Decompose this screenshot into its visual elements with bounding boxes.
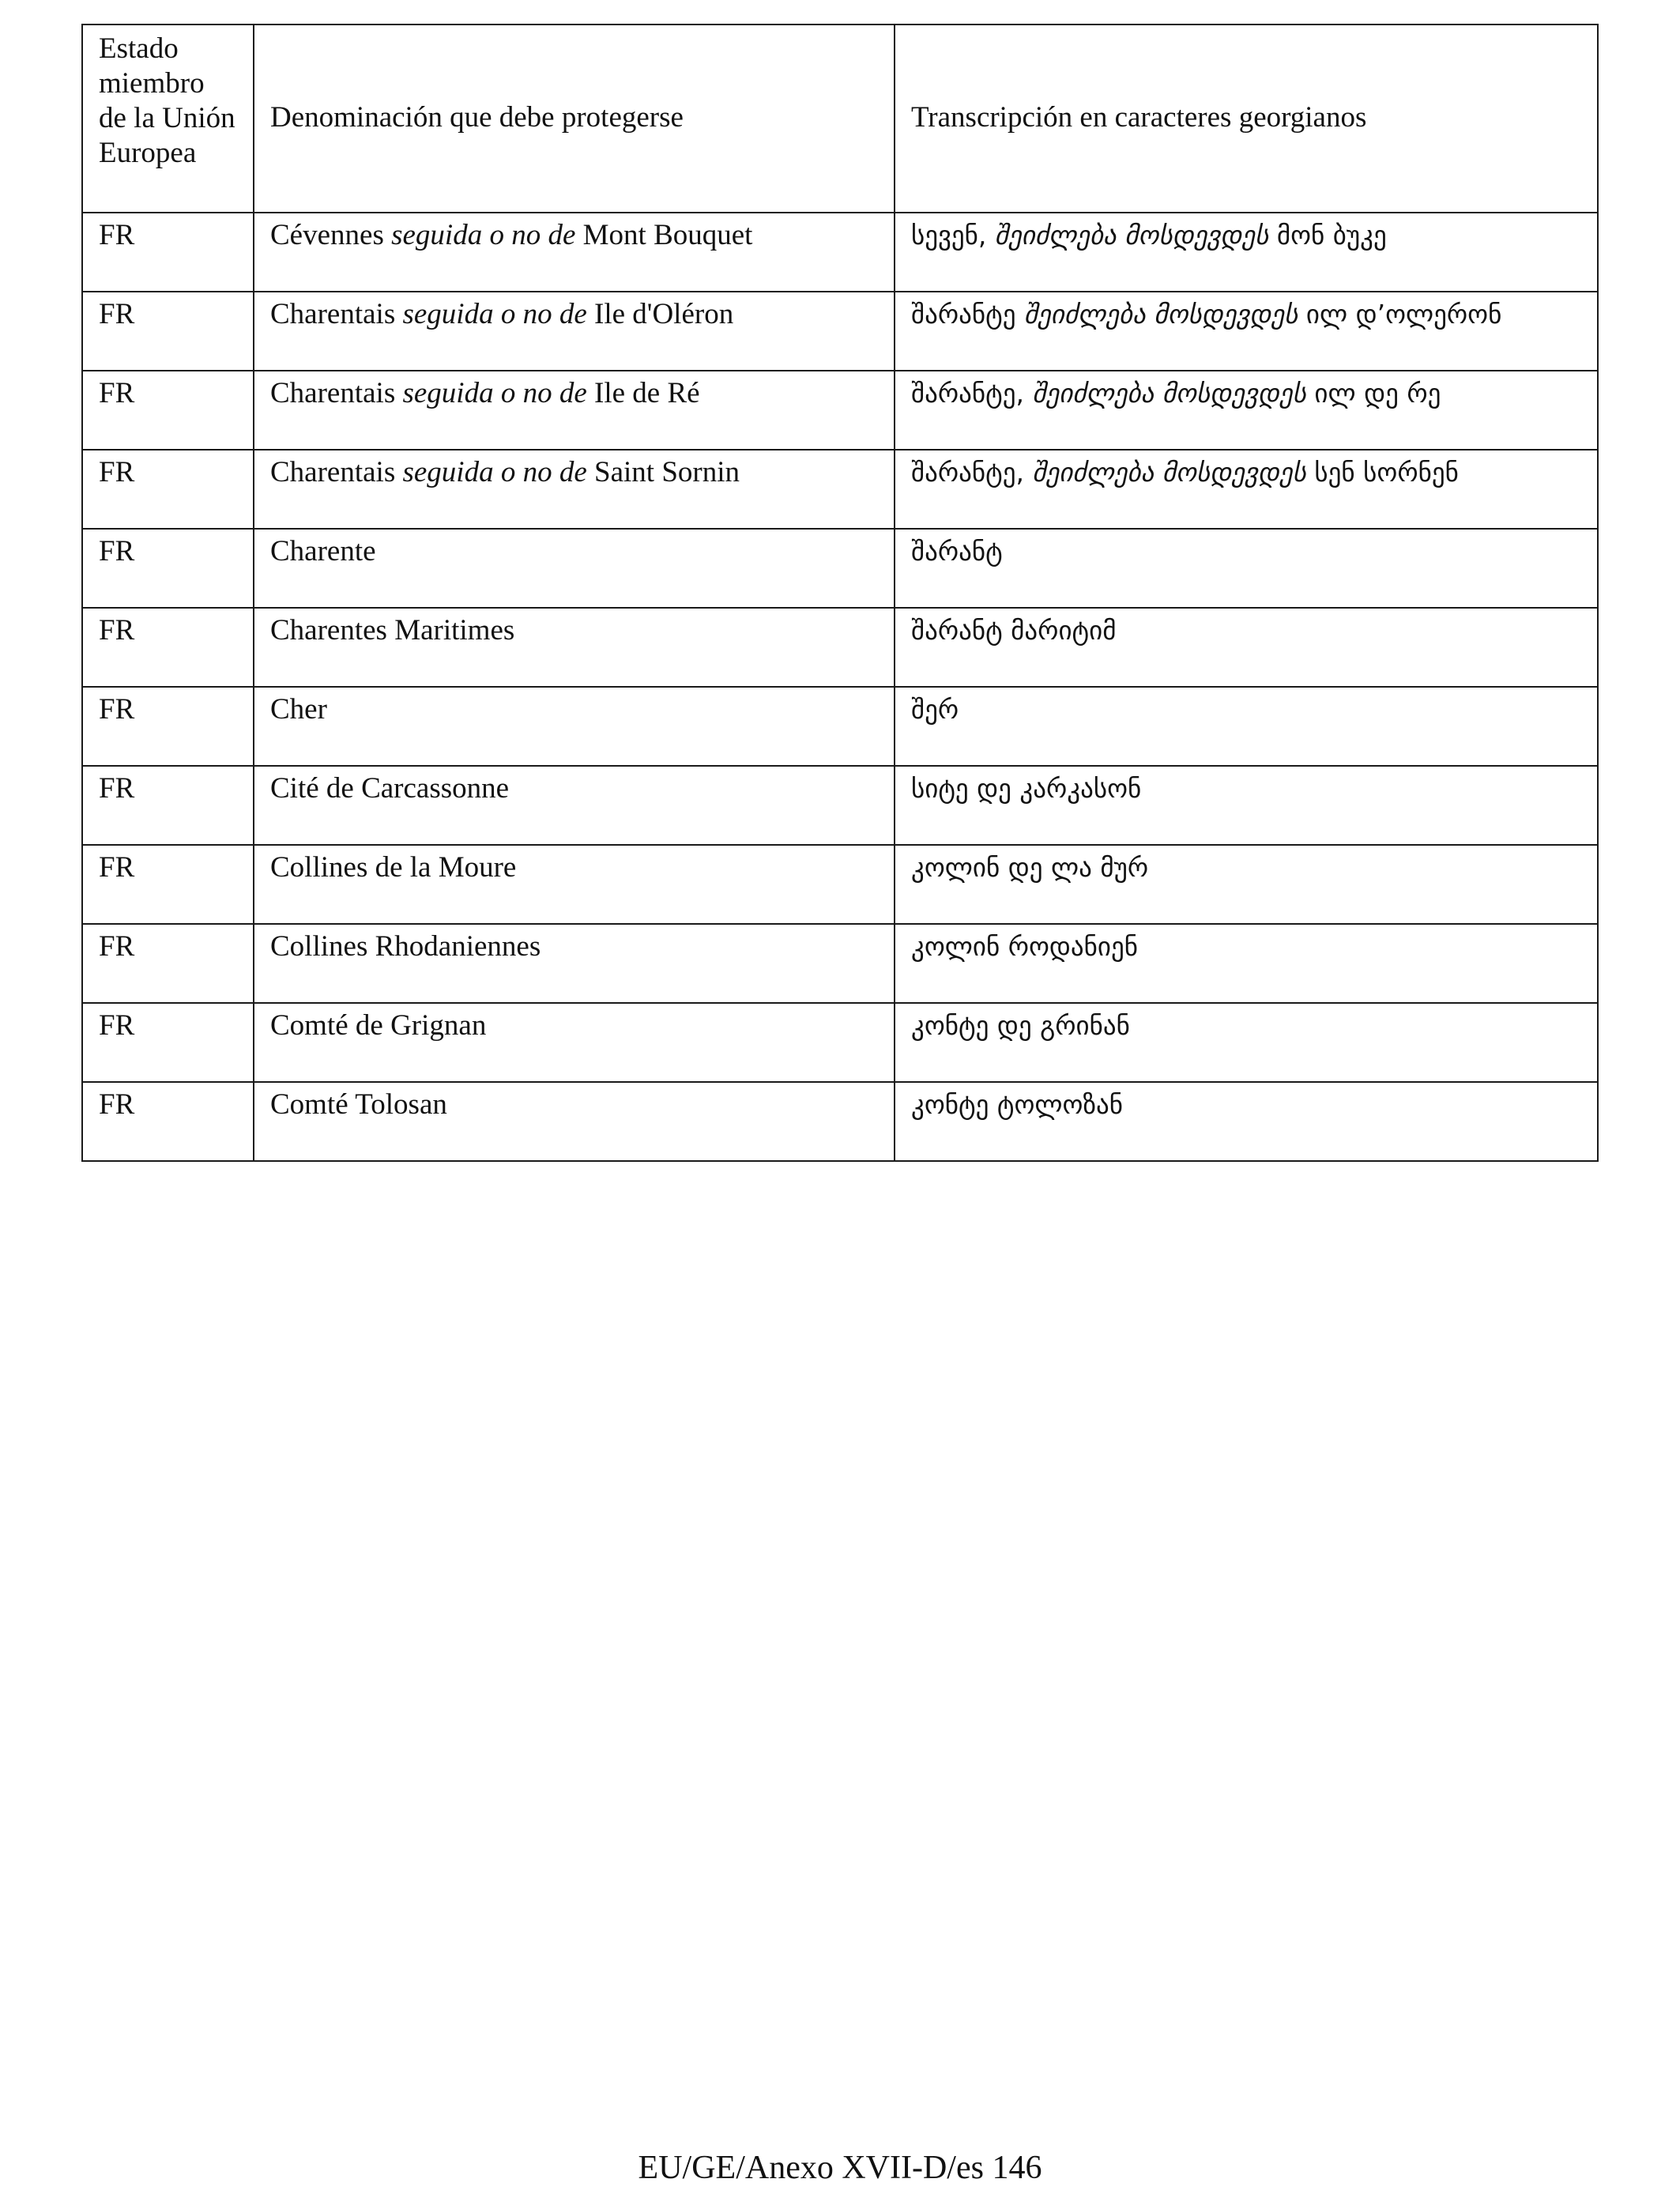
cell-name: Charentes Maritimes xyxy=(254,608,895,687)
cell-member-state: FR xyxy=(82,1003,254,1082)
header-transcription: Transcripción en caracteres georgianos xyxy=(895,25,1598,213)
table-row xyxy=(82,450,1598,529)
table-row xyxy=(82,766,1598,845)
cell-member-state: FR xyxy=(82,608,254,687)
header-member-state: Estado miembro de la Unión Europea xyxy=(82,25,254,213)
cell-member-state: FR xyxy=(82,766,254,845)
geo-main: შარანტე, xyxy=(911,457,1024,488)
cell-name xyxy=(254,450,895,529)
cell-transcription: შერ xyxy=(895,687,1598,766)
geo-italic: შეიძლება მოსდევდეს xyxy=(1032,457,1306,488)
cell-transcription: კოლინ დე ლა მურ xyxy=(895,845,1598,924)
cell-name: Cher xyxy=(254,687,895,766)
cell-transcription: კონტე დე გრინან xyxy=(895,1003,1598,1082)
table-row xyxy=(82,213,1598,292)
geo-italic: შეიძლება მოსდევდეს xyxy=(1023,299,1298,330)
cell-transcription xyxy=(895,371,1598,450)
geo-main: შარანტე, xyxy=(911,378,1024,409)
geo-main: სევენ, xyxy=(911,220,987,251)
cell-member-state: FR xyxy=(82,292,254,371)
cell-transcription: კონტე ტოლოზან xyxy=(895,1082,1598,1161)
cell-name: Comté de Grignan xyxy=(254,1003,895,1082)
table-row xyxy=(82,1082,1598,1161)
name-suffix: Saint Sornin xyxy=(594,456,740,488)
cell-transcription xyxy=(895,213,1598,292)
name-main: Charentais xyxy=(270,377,396,409)
cell-transcription: კოლინ როდანიენ xyxy=(895,924,1598,1003)
cell-name xyxy=(254,371,895,450)
cell-name xyxy=(254,292,895,371)
geo-suffix: მონ ბუკე xyxy=(1276,220,1387,251)
cell-transcription: შარანტ მარიტიმ xyxy=(895,608,1598,687)
geo-italic: შეიძლება მოსდევდეს xyxy=(1032,378,1306,409)
page-footer-reference: EU/GE/Anexo XVII-D/es 146 xyxy=(638,2150,1042,2186)
table-row xyxy=(82,845,1598,924)
cell-member-state: FR xyxy=(82,924,254,1003)
cell-transcription xyxy=(895,292,1598,371)
name-main: Charentais xyxy=(270,298,396,330)
cell-member-state: FR xyxy=(82,450,254,529)
cell-transcription: სიტე დე კარკასონ xyxy=(895,766,1598,845)
geo-main: შარანტე xyxy=(911,299,1016,330)
table-row xyxy=(82,371,1598,450)
table-row xyxy=(82,1003,1598,1082)
cell-member-state: FR xyxy=(82,687,254,766)
header-name: Denominación que debe protegerse xyxy=(254,25,895,213)
cell-member-state: FR xyxy=(82,371,254,450)
table-row xyxy=(82,924,1598,1003)
geo-suffix: სენ სორნენ xyxy=(1314,457,1459,488)
name-suffix: Mont Bouquet xyxy=(582,219,753,251)
cell-member-state: FR xyxy=(82,213,254,292)
cell-transcription xyxy=(895,450,1598,529)
name-suffix: Ile de Ré xyxy=(594,377,700,409)
cell-member-state: FR xyxy=(82,845,254,924)
cell-name: Collines de la Moure xyxy=(254,845,895,924)
name-main: Charentais xyxy=(270,456,396,488)
cell-name: Charente xyxy=(254,529,895,608)
table-row xyxy=(82,608,1598,687)
geo-italic: შეიძლება მოსდევდეს xyxy=(994,220,1269,251)
geo-suffix: ილ დ’ოლერონ xyxy=(1305,299,1502,330)
cell-name: Comté Tolosan xyxy=(254,1082,895,1161)
cell-member-state: FR xyxy=(82,529,254,608)
geo-suffix: ილ დე რე xyxy=(1314,378,1441,409)
name-italic: seguida o no de xyxy=(402,456,587,488)
name-suffix: Ile d'Oléron xyxy=(594,298,734,330)
table-header-row xyxy=(82,25,1598,213)
table-row xyxy=(82,529,1598,608)
cell-name xyxy=(254,213,895,292)
cell-name: Cité de Carcassonne xyxy=(254,766,895,845)
cell-transcription: შარანტ xyxy=(895,529,1598,608)
name-italic: seguida o no de xyxy=(402,377,587,409)
name-main: Cévennes xyxy=(270,219,384,251)
denominations-table xyxy=(81,24,1599,1162)
cell-name: Collines Rhodaniennes xyxy=(254,924,895,1003)
table-row xyxy=(82,687,1598,766)
name-italic: seguida o no de xyxy=(402,298,587,330)
table-row xyxy=(82,292,1598,371)
name-italic: seguida o no de xyxy=(391,219,576,251)
cell-member-state: FR xyxy=(82,1082,254,1161)
